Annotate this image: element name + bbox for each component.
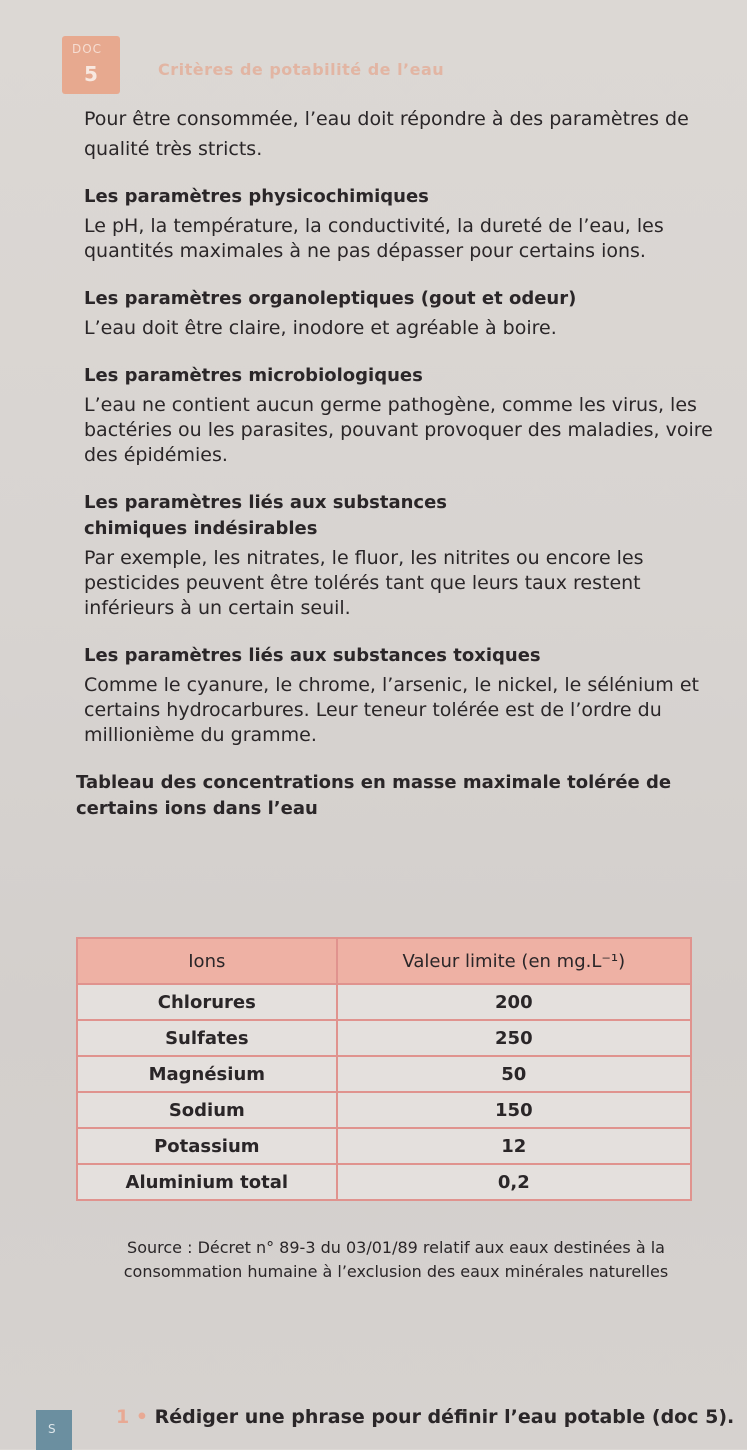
- table-header-row: [77, 938, 691, 984]
- ion-limit: 12: [337, 1128, 691, 1164]
- section-text-microbiological: L’eau ne contient aucun germe pathogène, comme les virus, les bactéries ou les parasites, pouvant provoquer des maladies, voire des épidémies.: [84, 394, 713, 466]
- intro-paragraph: Pour être consommée, l’eau doit répondre à des paramètres de qualité très stricts.: [84, 108, 689, 160]
- table-row: [77, 1092, 691, 1128]
- section-text-toxic: Comme le cyanure, le chrome, l’arsenic, le nickel, le sélénium et certains hydrocarbures. Leur teneur tolérée est de l’ordre du millionième du gramme.: [84, 674, 699, 746]
- table-row: [77, 984, 691, 1020]
- ion-name: Potassium: [77, 1128, 337, 1164]
- ion-name: Aluminium total: [77, 1164, 337, 1200]
- table-row: [77, 1020, 691, 1056]
- table-title: Tableau des concentrations en masse maximale tolérée de certains ions dans l’eau: [76, 772, 672, 819]
- ion-limit: 250: [337, 1020, 691, 1056]
- question-number: 1 •: [116, 1406, 148, 1428]
- section-heading-organoleptic: Les paramètres organoleptiques (gout et odeur): [84, 288, 577, 309]
- section-text-undesirable: Par exemple, les nitrates, le fluor, les nitrites ou encore les pesticides peuvent être tolérés tant que leurs taux restent inférieurs à un certain seuil.: [84, 547, 644, 619]
- section-text-physicochemical: Le pH, la température, la conductivité, la dureté de l’eau, les quantités maximales à ne pas dépasser pour certains ions.: [84, 215, 664, 262]
- doc-title: Critères de potabilité de l’eau: [158, 60, 445, 79]
- table-row: [77, 1056, 691, 1092]
- doc-number-badge: [62, 36, 120, 94]
- table-row: [77, 1128, 691, 1164]
- question: [116, 1406, 734, 1428]
- question-text: Rédiger une phrase pour définir l’eau potable (doc 5).: [154, 1406, 735, 1428]
- table-row: [77, 1164, 691, 1200]
- doc-label: DOC: [72, 42, 103, 56]
- section-heading-undesirable: Les paramètres liés aux substances chimiques indésirables: [84, 492, 447, 539]
- ion-limit: 200: [337, 984, 691, 1020]
- header-ions: Ions: [77, 938, 337, 984]
- section-heading-physicochemical: Les paramètres physicochimiques: [84, 186, 429, 207]
- page-edge-tab: [36, 1410, 72, 1450]
- ion-limit: 50: [337, 1056, 691, 1092]
- section-text-organoleptic: L’eau doit être claire, inodore et agréable à boire.: [84, 317, 557, 339]
- document-body: [76, 104, 724, 830]
- section-heading-toxic: Les paramètres liés aux substances toxiques: [84, 645, 541, 666]
- header-limit-value: Valeur limite (en mg.L⁻¹): [337, 938, 691, 984]
- ion-limit: 0,2: [337, 1164, 691, 1200]
- ion-limit: 150: [337, 1092, 691, 1128]
- doc-number: 5: [84, 62, 98, 86]
- ion-name: Sulfates: [77, 1020, 337, 1056]
- ion-name: Sodium: [77, 1092, 337, 1128]
- ions-table: [76, 937, 692, 1201]
- source-caption: Source : Décret n° 89-3 du 03/01/89 relatif aux eaux destinées à la consommation humaine à l’exclusion des eaux minérales naturelles: [123, 1238, 669, 1281]
- ion-name: Magnésium: [77, 1056, 337, 1092]
- ion-name: Chlorures: [77, 984, 337, 1020]
- section-heading-microbiological: Les paramètres microbiologiques: [84, 365, 423, 386]
- edge-tab-label: S: [48, 1422, 56, 1436]
